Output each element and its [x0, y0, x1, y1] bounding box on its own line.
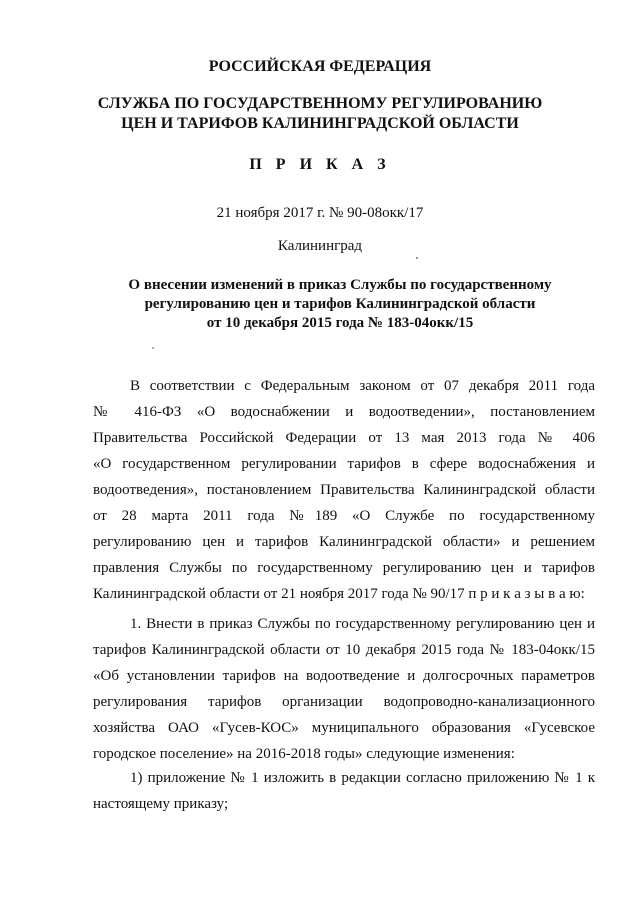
subitem-line: настоящему приказу; — [93, 796, 229, 812]
preamble-line: № 416-ФЗ «О водоснабжении и водоотведении», постановлением — [93, 404, 595, 420]
item-1-line: регулирования тарифов организации водопроводно-канализационного — [93, 694, 595, 710]
subitem-line: 1) приложение № 1 изложить в редакции согласно приложению № 1 к — [130, 770, 595, 786]
preamble-line: водоотведения», постановлением Правительства Калининградской области — [93, 482, 595, 498]
item-1-line: тарифов Калининградской области от 10 декабря 2015 года № 183-04окк/15 — [93, 642, 595, 658]
preamble-line: от 28 марта 2011 года №189 «О Службе по государственному — [93, 508, 595, 524]
agency-heading-line-1: СЛУЖБА ПО ГОСУДАРСТВЕННОМУ РЕГУЛИРОВАНИЮ — [97, 95, 543, 112]
preamble-line: Правительства Российской Федерации от 13 мая 2013 года № 406 — [93, 430, 595, 446]
order-title-line: О внесении изменений в приказ Службы по государственному — [128, 277, 552, 293]
agency-heading-line-2: ЦЕН И ТАРИФОВ КАЛИНИНГРАДСКОЙ ОБЛАСТИ — [121, 115, 519, 132]
order-title — [80, 276, 600, 333]
item-1-line: городское поселение» на 2016-2018 годы» следующие изменения: — [93, 746, 515, 762]
preamble-line: В соответствии с Федеральным законом от 07 декабря 2011 года — [130, 378, 595, 394]
preamble-line: «О государственном регулировании тарифов в сфере водоснабжения и — [93, 456, 595, 472]
scan-speck — [152, 347, 154, 349]
scan-speck — [416, 257, 418, 259]
item-1-line: «Об установлении тарифов на водоотведение и долгосрочных параметров — [93, 668, 595, 684]
preamble-paragraph — [93, 373, 595, 607]
preamble-line: правления Службы по государственному регулированию цен и тарифов — [93, 560, 595, 576]
item-1-line: 1. Внести в приказ Службы по государственному регулированию цен и — [130, 616, 595, 632]
item-1-paragraph — [93, 611, 595, 767]
preamble-line: регулированию цен и тарифов Калининградской области» и решением — [93, 534, 595, 550]
item-1-subitem-1 — [93, 765, 595, 817]
order-title-line: от 10 декабря 2015 года № 183-04окк/15 — [206, 315, 474, 331]
order-date-number: 21 ноября 2017 г. № 90-08окк/17 — [216, 205, 424, 221]
order-title-line: регулированию цен и тарифов Калининградской области — [144, 296, 536, 312]
document-type-heading: П Р И К А З — [249, 156, 391, 173]
order-city: Калининград — [277, 238, 363, 254]
country-heading: РОССИЙСКАЯ ФЕДЕРАЦИЯ — [208, 58, 432, 75]
preamble-line: Калининградской области от 21 ноября 2017 года № 90/17 п р и к а з ы в а ю: — [93, 586, 585, 602]
item-1-line: хозяйства ОАО «Гусев-КОС» муниципального образования «Гусевское — [93, 720, 595, 736]
